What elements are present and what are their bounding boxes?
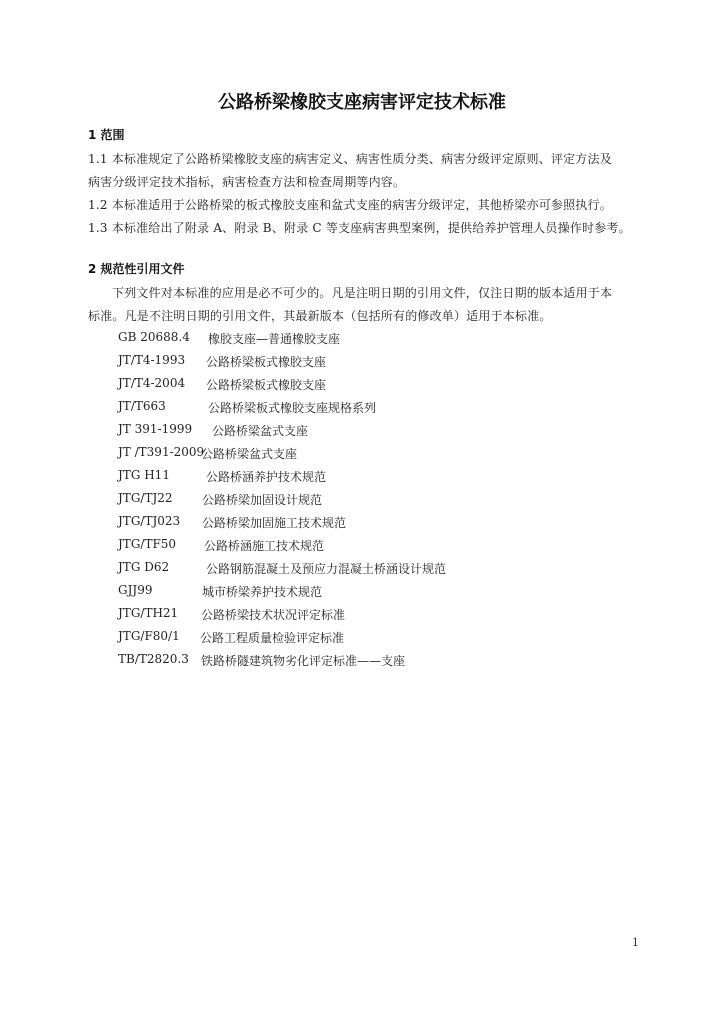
reference-item (118, 422, 309, 438)
reference-code: JT/T4-1993 (118, 353, 186, 367)
reference-code: JTG/TJ22 (118, 491, 173, 505)
reference-title: 公路桥梁板式橡胶支座规格系列 (208, 401, 377, 415)
section-1-line: 1.1 本标准规定了公路桥梁橡胶支座的病害定义、病害性质分类、病害分级评定原则、评定方法及 (88, 152, 612, 166)
reference-item (118, 514, 347, 530)
section-1-line: 病害分级评定技术指标，病害检查方法和检查周期等内容。 (88, 175, 406, 189)
reference-title: 公路桥梁板式橡胶支座 (206, 355, 327, 369)
reference-item (118, 537, 325, 553)
document-title: 公路桥梁橡胶支座病害评定技术标准 (218, 92, 506, 113)
reference-item (118, 330, 341, 346)
reference-title: 公路桥梁技术状况评定标准 (201, 608, 346, 622)
reference-code: JT/T663 (118, 399, 166, 413)
reference-item (118, 629, 345, 645)
reference-title: 公路桥梁盆式支座 (212, 424, 309, 438)
reference-code: JTG D62 (118, 560, 170, 574)
reference-item (118, 560, 447, 576)
reference-code: JT /T391-2009 (118, 445, 205, 459)
reference-item (118, 353, 327, 369)
reference-code: JTG/TH21 (118, 606, 179, 620)
section-2-paragraph-line: 下列文件对本标准的应用是必不可少的。凡是注明日期的引用文件，仅注日期的版本适用于本 (112, 286, 613, 300)
reference-item (118, 376, 327, 392)
reference-title: 公路桥梁板式橡胶支座 (206, 378, 327, 392)
reference-title: 铁路桥隧建筑物劣化评定标准——支座 (201, 654, 406, 668)
section-1-line: 1.3 本标准给出了附录 A、附录 B、附录 C 等支座病害典型案例，提供给养护管理人员操作时参考。 (88, 221, 631, 235)
reference-item (118, 583, 323, 599)
reference-title: 公路桥涵施工技术规范 (204, 539, 325, 553)
reference-item (118, 606, 346, 622)
reference-title: 公路工程质量检验评定标准 (200, 631, 345, 645)
reference-title: 公路钢筋混凝土及预应力混凝土桥涵设计规范 (206, 562, 447, 576)
reference-title: 公路桥梁盆式支座 (201, 447, 298, 461)
reference-item (118, 491, 323, 507)
reference-code: JTG H11 (118, 468, 170, 482)
section-2-paragraph-line: 标准。凡是不注明日期的引用文件，其最新版本（包括所有的修改单）适用于本标准。 (88, 309, 552, 323)
page-number: 1 (632, 936, 639, 949)
section-2-heading: 2 规范性引用文件 (88, 262, 185, 276)
reference-code: JT/T4-2004 (118, 376, 186, 390)
reference-code: JTG/F80/1 (118, 629, 180, 643)
reference-code: GB 20688.4 (118, 330, 190, 344)
reference-title: 公路桥梁加固设计规范 (202, 493, 323, 507)
reference-item (118, 399, 377, 415)
reference-item (118, 652, 406, 668)
reference-title: 橡胶支座—普通橡胶支座 (208, 332, 341, 346)
reference-item (118, 468, 327, 484)
section-1-heading: 1 范围 (88, 128, 125, 142)
reference-code: GJJ99 (118, 583, 153, 597)
reference-title: 公路桥梁加固施工技术规范 (202, 516, 347, 530)
reference-item (118, 445, 298, 461)
reference-code: JTG/TJ023 (118, 514, 181, 528)
reference-title: 公路桥涵养护技术规范 (206, 470, 327, 484)
section-1-line: 1.2 本标准适用于公路桥梁的板式橡胶支座和盆式支座的病害分级评定，其他桥梁亦可参照执行。 (88, 198, 612, 212)
reference-title: 城市桥梁养护技术规范 (202, 585, 323, 599)
reference-code: JTG/TF50 (118, 537, 177, 551)
reference-code: JT 391-1999 (118, 422, 193, 436)
reference-code: TB/T2820.3 (118, 652, 189, 666)
